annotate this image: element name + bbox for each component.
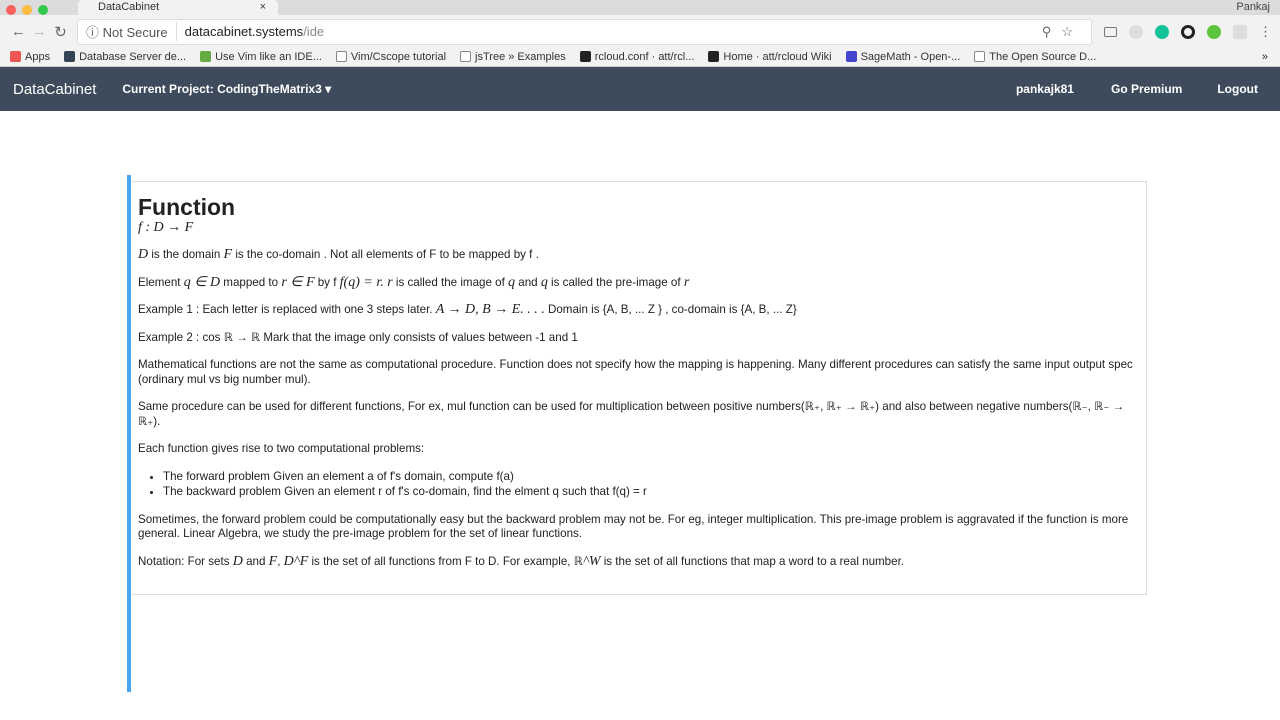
go-premium-link[interactable]: Go Premium xyxy=(1110,82,1183,96)
bookmark-label: rcloud.conf · att/rcl... xyxy=(594,51,695,63)
window-controls[interactable] xyxy=(6,2,54,20)
reload-icon[interactable]: ↻ xyxy=(54,23,67,41)
grammarly-icon[interactable] xyxy=(1155,25,1169,39)
text-segment: Same procedure can be used for different functions, For ex, mul function can be used for multiplication between positive numbers(ℝ₊, ℝ₊ → ℝ₊) and also between negative numbers(ℝ₋, ℝ₋ → ℝ₊). xyxy=(138,400,1125,428)
bookmark-item[interactable] xyxy=(10,51,50,63)
url-host: datacabinet.systems xyxy=(184,24,304,39)
math-expression: D xyxy=(232,553,243,569)
text-segment: Sometimes, the forward problem could be computationally easy but the backward problem may not be. For eg, integer multiplication. This pre-image problem is aggravated if the function is more general. Linear Algebra, we study the pre-image problem for the set of linear functions. xyxy=(138,512,1129,540)
extension-icon[interactable] xyxy=(1233,25,1247,39)
text-segment: Example 1 : Each letter is replaced with one 3 steps later. xyxy=(138,303,436,316)
paragraph xyxy=(138,276,1140,291)
paragraph xyxy=(138,303,1140,318)
bookmarks-overflow-button[interactable]: » xyxy=(1261,51,1268,63)
url-path: /ide xyxy=(303,24,325,39)
math-expression: F xyxy=(223,247,233,262)
star-icon[interactable]: ☆ xyxy=(1061,23,1083,39)
math-expression: f : D → F xyxy=(138,219,194,235)
text-segment: Example 2 : cos ℝ → ℝ Mark that the image only consists of values between -1 and 1 xyxy=(138,330,578,344)
paragraph xyxy=(138,358,1140,387)
tab-strip xyxy=(0,0,1280,15)
info-icon: ⓘ xyxy=(86,25,103,40)
project-dropdown[interactable]: Current Project: CodingTheMatrix3 ▾ xyxy=(122,82,332,96)
bookmark-icon xyxy=(200,51,211,62)
math-expression: f(q) = r. r xyxy=(339,274,393,290)
text-segment: is the set of all functions from F to D. For example, ℝ xyxy=(308,554,583,568)
text-segment: is the set of all functions that map a word to a real number. xyxy=(600,554,905,568)
tab-close-button[interactable]: × xyxy=(259,1,266,13)
list-item: • The backward problem Given an element r of f's co-domain, find the elment q such that f(q) = r xyxy=(163,485,1140,500)
text-segment: is the co-domain . Not all elements of F to be mapped by f . xyxy=(232,248,539,261)
paragraph xyxy=(138,248,1140,263)
address-bar[interactable] xyxy=(77,19,1092,45)
bookmark-icon xyxy=(64,51,75,62)
logout-link[interactable]: Logout xyxy=(1217,82,1258,96)
bookmark-label: SageMath - Open-... xyxy=(860,51,961,63)
text-segment: , xyxy=(277,554,284,568)
text-segment: is called the image of xyxy=(392,275,509,289)
bookmark-icon xyxy=(336,51,347,62)
key-icon[interactable]: ⚲ xyxy=(1041,23,1062,39)
bookmark-label: jsTree » Examples xyxy=(475,51,566,63)
math-expression: r ∈ F xyxy=(281,274,315,290)
menu-icon[interactable]: ⋮ xyxy=(1259,23,1272,39)
paragraph xyxy=(138,513,1140,542)
browser-toolbar xyxy=(0,15,1280,48)
bookmark-label: Apps xyxy=(25,51,51,63)
list-item: • The forward problem Given an element a of f's domain, compute f(a) xyxy=(163,470,1140,485)
text-segment: mapped to xyxy=(220,275,282,289)
bookmark-icon xyxy=(580,51,591,62)
math-expression: q ∈ D xyxy=(183,274,221,290)
bookmarks-bar xyxy=(0,48,1280,67)
angular-extension-icon[interactable] xyxy=(1129,25,1143,39)
bookmark-item[interactable] xyxy=(708,51,831,63)
tab-title: DataCabinet xyxy=(98,1,160,13)
math-expression: q xyxy=(508,274,516,290)
back-icon[interactable]: ← xyxy=(11,23,26,40)
text-segment: Element xyxy=(138,275,184,289)
bookmark-item[interactable] xyxy=(846,51,961,63)
paragraph xyxy=(138,442,1140,457)
sync-extension-icon[interactable] xyxy=(1181,25,1195,39)
text-segment: is the domain xyxy=(148,248,224,261)
forward-icon[interactable]: → xyxy=(32,23,47,40)
user-link[interactable]: pankajk81 xyxy=(1015,82,1074,96)
bookmark-item[interactable] xyxy=(580,51,695,63)
math-expression: A → D, B → E. . . . xyxy=(435,302,545,317)
browser-tab[interactable] xyxy=(78,0,278,15)
paragraph xyxy=(138,221,1140,236)
profile-name[interactable]: Pankaj xyxy=(1236,1,1270,13)
math-expression: q xyxy=(540,274,548,290)
bookmark-icon xyxy=(460,51,471,62)
markdown-cell[interactable] xyxy=(132,181,1147,595)
math-expression: r xyxy=(683,274,690,290)
bookmark-label: Vim/Cscope tutorial xyxy=(350,51,447,63)
cast-icon[interactable] xyxy=(1104,27,1117,37)
evernote-icon[interactable] xyxy=(1207,25,1221,39)
bookmark-item[interactable] xyxy=(64,51,186,63)
math-expression: D xyxy=(138,247,149,262)
text-segment: Mathematical functions are not the same as computational procedure. Function does not specify how the mapping is happening. Many different procedures can satisfy the same input output spec (ordinary mul vs big number mul). xyxy=(138,358,1133,386)
active-cell-indicator xyxy=(127,175,131,692)
math-expression: F xyxy=(268,553,278,569)
text-segment: and xyxy=(515,275,541,289)
top-navbar xyxy=(0,67,1280,111)
bookmark-item[interactable] xyxy=(200,51,322,63)
bookmark-icon xyxy=(974,51,985,62)
page-title: Function xyxy=(138,194,236,220)
bookmark-label: Use Vim like an IDE... xyxy=(215,51,322,63)
bookmark-item[interactable] xyxy=(336,51,446,63)
not-secure-label: Not Secure xyxy=(102,25,168,40)
text-segment: Notation: For sets xyxy=(138,554,233,568)
bookmark-icon xyxy=(846,51,857,62)
bookmark-icon xyxy=(10,51,21,62)
paragraph xyxy=(138,555,1140,570)
text-segment: Each function gives rise to two computational problems: xyxy=(138,442,425,455)
bookmark-item[interactable] xyxy=(460,51,566,63)
bookmark-icon xyxy=(708,51,719,62)
brand-logo[interactable]: DataCabinet xyxy=(13,80,97,98)
text-segment: and xyxy=(242,554,269,568)
bookmark-label: The Open Source D... xyxy=(989,51,1097,63)
text-segment: by f xyxy=(314,275,340,289)
math-expression: D^F xyxy=(283,553,309,569)
text-segment: Domain is {A, B, ... Z } , co-domain is {A, B, ... Z} xyxy=(544,303,797,316)
bookmark-label: Database Server de... xyxy=(79,51,187,63)
problem-list xyxy=(163,470,1140,500)
paragraph xyxy=(138,400,1140,429)
text-segment: is called the pre-image of xyxy=(547,275,684,289)
math-expression: ^W xyxy=(582,553,601,569)
paragraph xyxy=(138,331,1140,346)
bookmark-label: Home · att/rcloud Wiki xyxy=(723,51,832,63)
bookmark-item[interactable] xyxy=(974,51,1096,63)
